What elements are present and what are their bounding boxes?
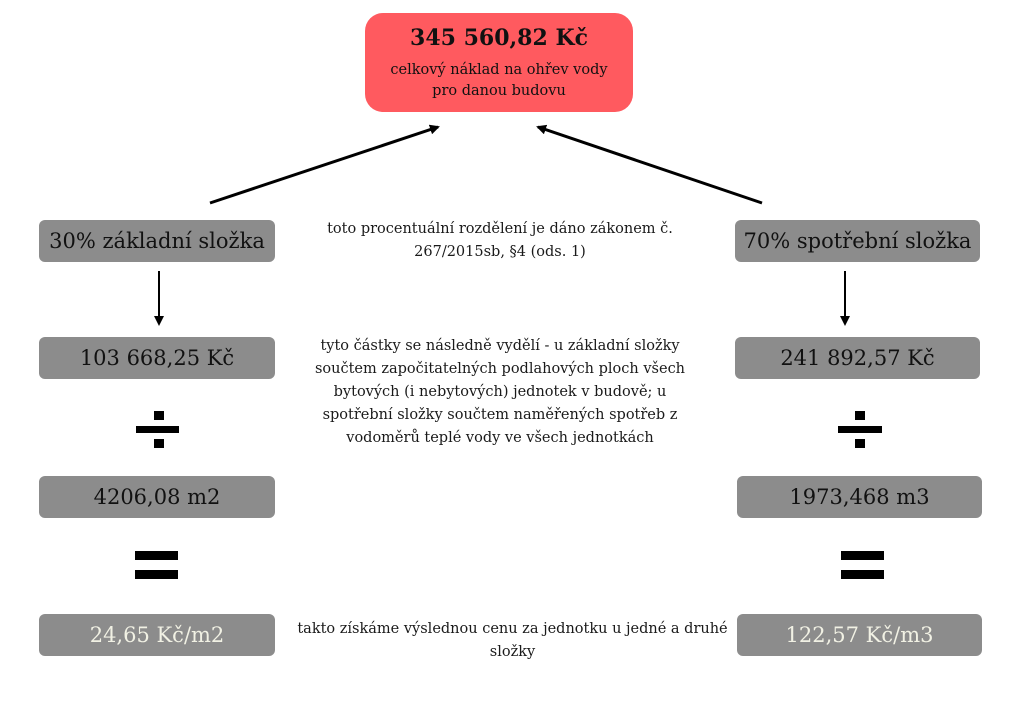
consumption-component-box: 70% spotřební složka	[735, 220, 980, 262]
consumption-amount-box: 241 892,57 Kč	[735, 337, 980, 379]
total-cost-description: celkový náklad na ohřev vody pro danou budovu	[390, 62, 608, 99]
consumption-divisor-box: 1973,468 m3	[737, 476, 982, 518]
division-note: tyto částky se následně vydělí - u základní složky součtem započitatelných podlahových ploch všech bytových (i nebytových) jednotek v budově; u spotřební složky součtem naměřených spotřeb z vodoměrů teplé vody ve všech jednotkách	[314, 338, 686, 446]
base-result-box: 24,65 Kč/m2	[39, 614, 275, 656]
base-component-box: 30% základní složka	[39, 220, 275, 262]
law-note: toto procentuální rozdělení je dáno zákonem č. 267/2015sb, §4 (ods. 1)	[327, 221, 673, 260]
consumption-result-box: 122,57 Kč/m3	[737, 614, 982, 656]
base-divisor-box: 4206,08 m2	[39, 476, 275, 518]
result-note: takto získáme výslednou cenu za jednotku u jedné a druhé složky	[297, 621, 728, 660]
arrow-right-to-total	[538, 127, 762, 203]
arrow-left-to-total	[210, 127, 438, 203]
base-amount-box: 103 668,25 Kč	[39, 337, 275, 379]
total-cost-amount: 345 560,82 Kč	[410, 25, 588, 51]
